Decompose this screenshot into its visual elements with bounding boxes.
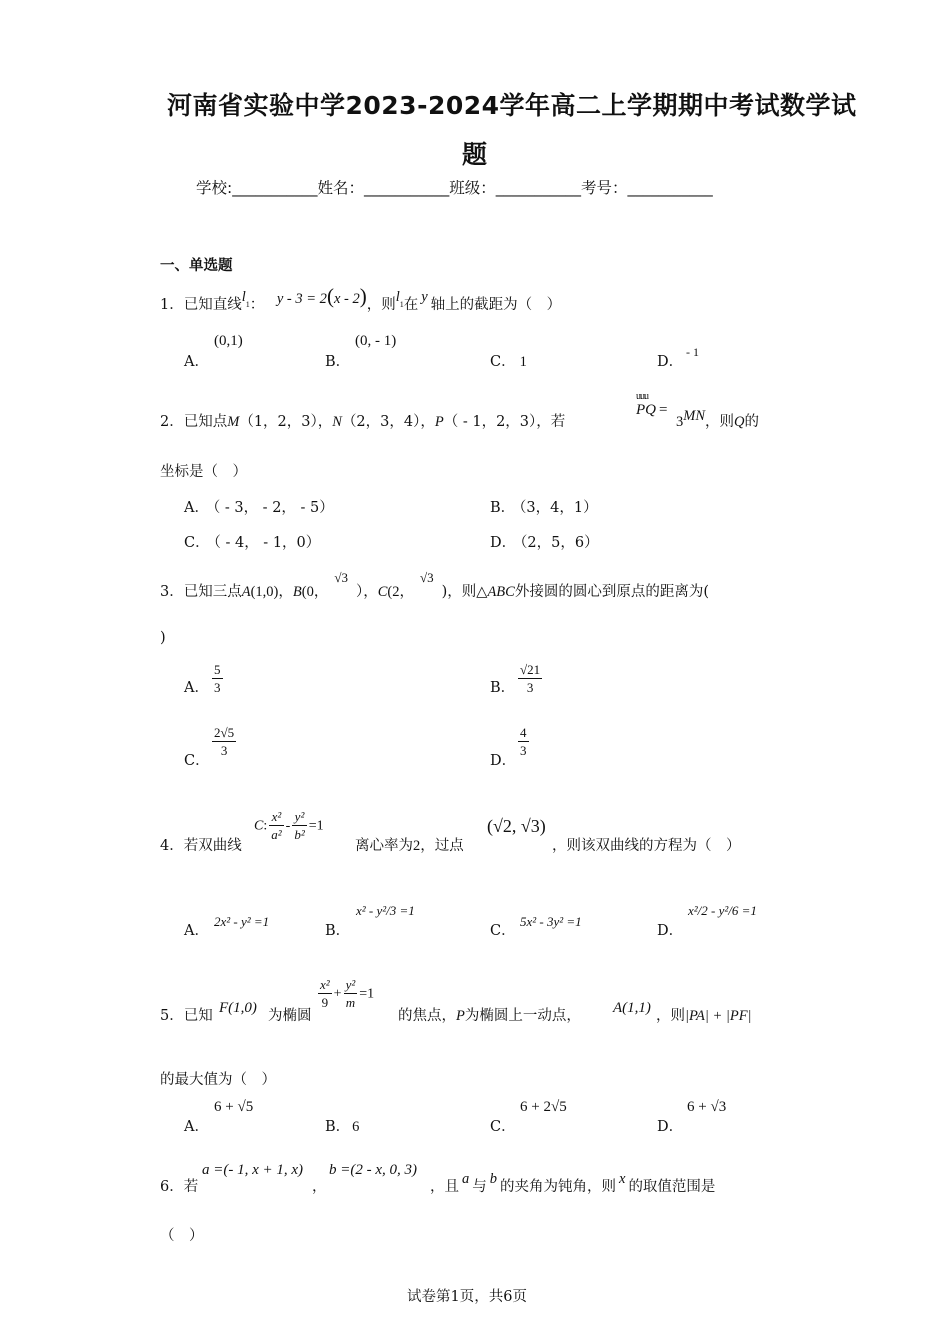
option-a[interactable]: A． — [184, 923, 209, 939]
point-coordinates: (√2, √3) — [487, 816, 546, 836]
option-d-value: - 1 — [686, 345, 699, 359]
option-b[interactable]: B． — [325, 354, 351, 370]
option-a[interactable]: A． — [184, 1119, 209, 1135]
option-d[interactable]: D． — [657, 923, 684, 939]
section-heading: 一、单选题 — [160, 258, 233, 274]
page-title: 河南省实验中学2023-2024学年高二上学期期中考试数学试 — [167, 91, 857, 120]
option-c[interactable]: C． （ - 4， - 1，0） — [184, 535, 321, 551]
option-a-value: (0,1) — [214, 333, 243, 349]
question-5-line2: 的最大值为（ ） — [160, 1072, 276, 1088]
line-equation: y - 3 = 2(x - 2) — [276, 284, 367, 308]
student-info-line: 学校:___________姓名：___________班级：___________考号：___________ — [196, 179, 713, 197]
vector-b: b =(2 - x, 0, 3) — [329, 1162, 418, 1178]
option-b-value: (0, - 1) — [355, 333, 397, 349]
option-b[interactable]: B． 6 — [325, 1119, 360, 1135]
option-a-fraction: $\frac{5}{3}$ — [214, 662, 221, 695]
option-c[interactable]: C． 1 — [490, 354, 527, 370]
option-b[interactable]: B． — [490, 680, 516, 696]
question-2-tail: 3MN，则Q的 — [676, 408, 759, 430]
page-title-line2: 题 — [462, 140, 488, 169]
question-6-lead: 6．若 — [160, 1179, 199, 1195]
question-2: 2．已知点M（1，2，3），N（2，3，4），P（ - 1，2，3），若 — [160, 414, 566, 430]
option-d-value: 6 + √3 — [687, 1099, 727, 1115]
ellipse-equation: $\frac{\text{x²}}{9}$ + $\frac{\text{y²}}{m}$ =1 — [320, 977, 375, 1010]
question-4-tail: ，则该双曲线的方程为（ ） — [552, 838, 741, 854]
option-c-fraction: $\frac{2√5}{3}$ — [214, 725, 235, 758]
option-b[interactable]: B． （3，4，1） — [490, 500, 598, 516]
option-a[interactable]: A． — [184, 680, 209, 696]
vector-arrow-icon: uuu — [636, 391, 648, 402]
option-c[interactable]: C． — [184, 753, 210, 769]
question-5-mid: 的焦点，P为椭圆上一动点， — [398, 1008, 581, 1024]
question-number: 1． — [160, 297, 184, 313]
option-c-value: 6 + 2√5 — [520, 1099, 567, 1115]
question-6-line2: （ ） — [160, 1228, 204, 1244]
option-d-fraction: $\frac{4}{3}$ — [520, 725, 527, 758]
option-b-value: x² - y²/3 =1 — [356, 903, 415, 918]
question-3: 3．已知三点A(1,0)，B(0，√3），C(2，√3)，则△ABC外接圆的圆心到原点的距离为( — [160, 570, 709, 600]
question-5-ellipse-text: 为椭圆 — [268, 1008, 312, 1024]
question-2-line2: 坐标是（ ） — [160, 464, 247, 480]
comma: ， — [312, 1179, 327, 1195]
question-1: 1．已知直线$l_1$： y - 3 = 2(x - 2)，则$l_1$在 y 轴上的截距为（ ） — [160, 284, 562, 313]
question-5-lead: 5．已知 — [160, 1008, 213, 1024]
option-d[interactable]: D． — [657, 1119, 684, 1135]
vector-pq: PQ = — [636, 402, 668, 418]
option-d-value: x²/2 - y²/6 =1 — [688, 903, 757, 918]
option-c-value: 5x² - 3y² =1 — [520, 914, 582, 929]
question-6-mid: ，且 a 与 b 的夹角为钝角，则 x 的取值范围是 — [430, 1171, 716, 1195]
option-d[interactable]: D． — [657, 354, 684, 370]
option-d[interactable]: D． — [490, 753, 517, 769]
option-a[interactable]: A． — [184, 354, 209, 370]
option-c[interactable]: C． — [490, 1119, 516, 1135]
option-a-value: 6 + √5 — [214, 1099, 254, 1115]
option-c[interactable]: C． — [490, 923, 516, 939]
focus-point: F(1,0) — [219, 1000, 257, 1016]
question-3-line2: ) — [160, 630, 166, 646]
vector-a: a =(- 1, x + 1, x) — [202, 1162, 304, 1178]
option-d[interactable]: D． （2，5，6） — [490, 535, 599, 551]
page-footer: 试卷第1页，共6页 — [407, 1289, 527, 1305]
hyperbola-equation: C: $\frac{\text{x²}}{\text{a²}}$ - $\frac{\text{y²}}{\text{b²}}$ =1 — [254, 809, 324, 842]
option-b-fraction: $\frac{√21}{3}$ — [520, 662, 541, 695]
question-4-lead: 4．若双曲线 — [160, 838, 242, 854]
point-a: A(1,1) — [613, 1000, 651, 1016]
question-5-tail: ，则|PA| + |PF| — [656, 1008, 752, 1024]
option-a[interactable]: A． （ - 3， - 2， - 5） — [184, 500, 334, 516]
question-4-mid: 离心率为2，过点 — [355, 838, 464, 854]
option-b[interactable]: B． — [325, 923, 351, 939]
option-a-value: 2x² - y² =1 — [214, 914, 270, 929]
